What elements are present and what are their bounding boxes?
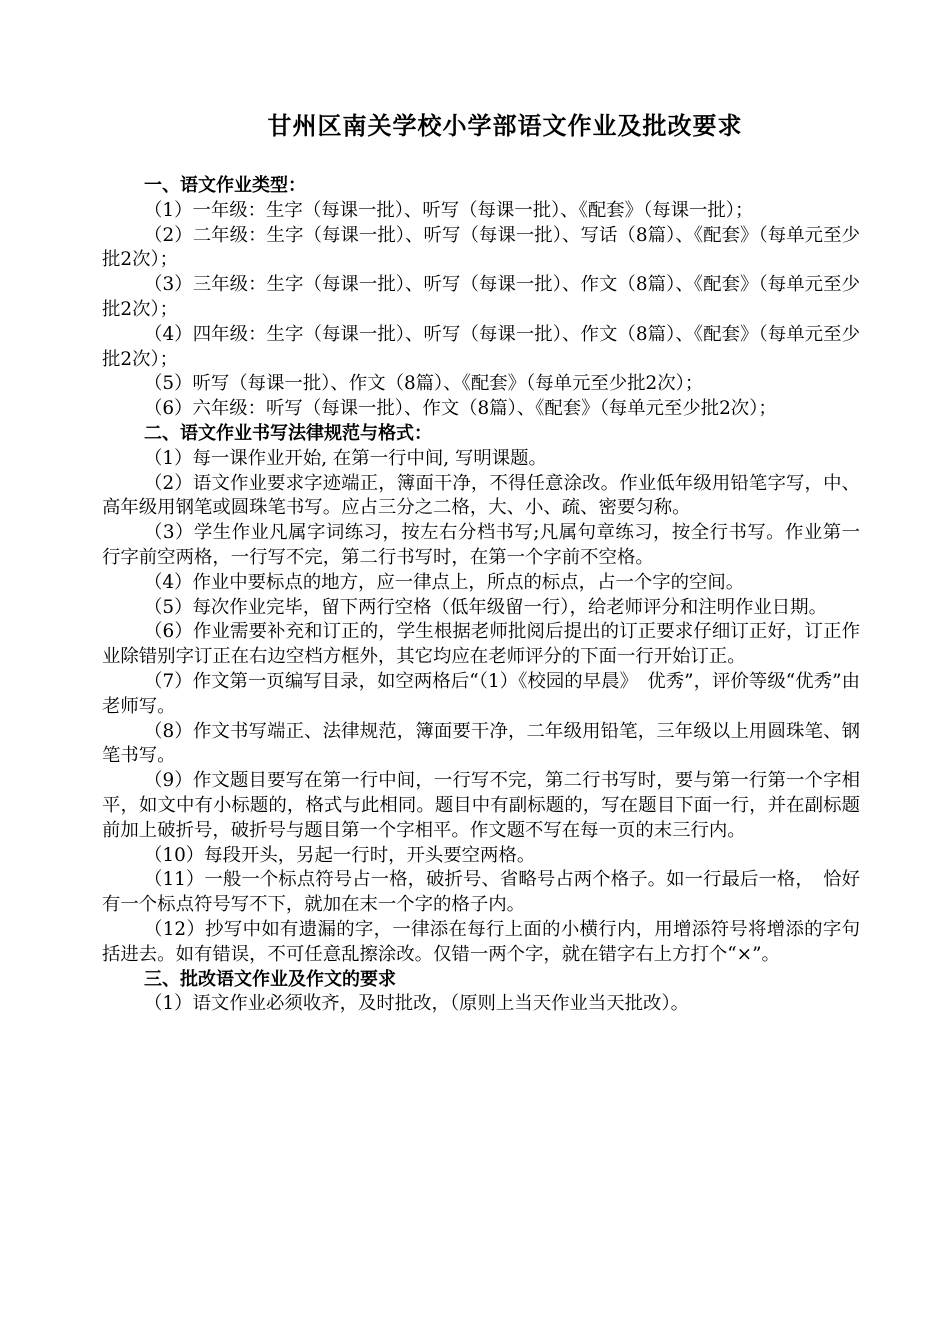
list-item: （11）一般一个标点符号占一格，破折号、省略号占两个格子。如一行最后一格， 恰好有一个标点符号写不下，就加在末一个字的格子内。 bbox=[102, 869, 860, 916]
list-item: （3）三年级：生字（每课一批）、听写（每课一批）、作文（8篇）、《配套》（每单元至少批2次）； bbox=[102, 274, 860, 320]
list-item: （2）二年级：生字（每课一批）、听写（每课一批）、写话（8篇）、《配套》（每单元至少批2次）； bbox=[102, 224, 860, 271]
list-item: （8）作文书写端正、法律规范，簿面要干净，二年级用铅笔，三年级以上用圆珠笔、钢笔书写。 bbox=[102, 720, 860, 767]
list-item: （5）听写（每课一批）、作文（8篇）、《配套》（每单元至少批2次）； bbox=[144, 373, 704, 395]
list-item: （12）抄写中如有遗漏的字，一律添在每行上面的小横行内，用增添符号将增添的字句括进去。如有错误，不可任意乱擦涂改。仅错一两个字，就在错字右上方打个“×”。 bbox=[102, 918, 860, 965]
list-item: （6）六年级：听写（每课一批）、作文（8篇）、《配套》（每单元至少批2次）； bbox=[144, 398, 777, 420]
list-item: （3）学生作业凡属字词练习，按左右分档书写;凡属句章练习，按全行书写。作业第一行字前空两格，一行写不完，第二行书写时，在第一个字前不空格。 bbox=[102, 522, 860, 568]
list-item: （2）语文作业要求字迹端正，簿面干净，不得任意涂改。作业低年级用铅笔字写，中、高年级用钢笔或圆珠笔书写。应占三分之二格，大、小、疏、密要匀称。 bbox=[102, 472, 860, 519]
document-body bbox=[102, 174, 860, 1017]
list-item: （6）作业需要补充和订正的，学生根据老师批阅后提出的订正要求仔细订正好，订正作业除错别字订正在右边空档方框外，其它均应在老师评分的下面一行开始订正。 bbox=[102, 621, 860, 668]
document-title: 甘州区南关学校小学部语文作业及批改要求 bbox=[267, 112, 743, 140]
list-item: （1）每一课作业开始, 在第一行中间, 写明课题。 bbox=[144, 447, 547, 469]
list-item: （1）一年级：生字（每课一批）、听写（每课一批）、《配套》（每课一批）； bbox=[144, 199, 754, 221]
section-heading-grading: 三、批改语文作业及作文的要求 bbox=[144, 968, 396, 990]
list-item: （4）作业中要标点的地方，应一律点上，所点的标点，占一个字的空间。 bbox=[144, 571, 745, 593]
list-item: （9）作文题目要写在第一行中间，一行写不完，第二行书写时，要与第一行第一个字相平，如文中有小标题的，格式与此相同。题目中有副标题的，写在题目下面一行，并在副标题前加上破折号，破折号与题目第一个字相平。作文题不写在每一页的末三行内。 bbox=[102, 770, 860, 841]
list-item: （10）每段开头，另起一行时，开头要空两格。 bbox=[144, 844, 536, 866]
section-heading-types: 一、语文作业类型： bbox=[144, 175, 306, 196]
section-heading-writing-norms: 二、语文作业书写法律规范与格式： bbox=[144, 422, 432, 444]
list-item: （7）作文第一页编写目录，如空两格后“（1）《校园的早晨》 优秀”，评价等级“优秀”由老师写。 bbox=[102, 670, 860, 717]
list-item: （1）语文作业必须收齐，及时批改，（原则上当天作业当天批改）。 bbox=[144, 993, 690, 1015]
list-item: （5）每次作业完毕，留下两行空格（低年级留一行），给老师评分和注明作业日期。 bbox=[144, 596, 827, 618]
list-item: （4）四年级：生字（每课一批）、听写（每课一批）、作文（8篇）、《配套》（每单元至少批2次）； bbox=[102, 323, 860, 370]
